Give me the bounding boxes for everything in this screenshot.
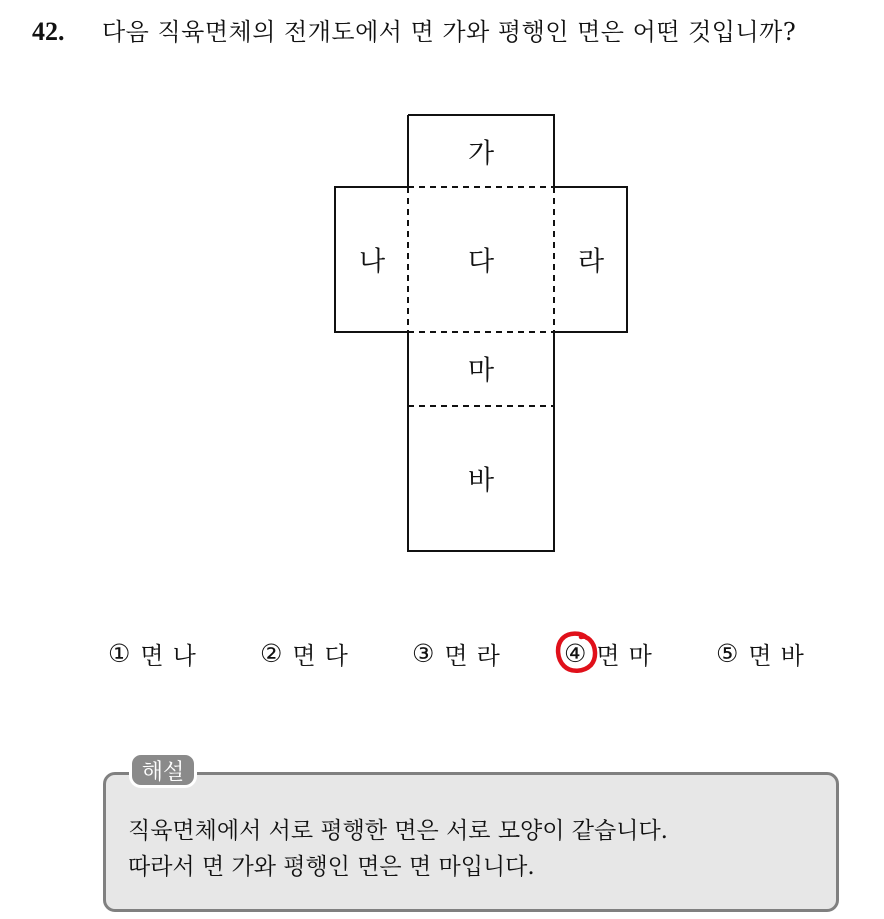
face-label-ma: 마: [467, 355, 495, 387]
choice-label: 면다: [292, 642, 357, 670]
choice-4[interactable]: [564, 636, 661, 671]
question: [32, 12, 796, 47]
face-label-ba: 바: [467, 465, 495, 497]
face-label-ra: 라: [577, 246, 605, 278]
question-number: 42.: [32, 17, 65, 46]
choice-1[interactable]: [108, 636, 205, 671]
face-label-ga: 가: [467, 138, 495, 170]
choice-label: 면마: [596, 642, 661, 670]
choice-2[interactable]: [260, 636, 357, 671]
choice-number: ①: [108, 639, 131, 668]
face-label-na: 나: [358, 246, 386, 278]
choice-number: ④: [564, 639, 587, 668]
choice-number: ⑤: [716, 639, 739, 668]
choice-3[interactable]: [412, 636, 509, 671]
choice-5[interactable]: [716, 636, 813, 671]
choice-label: 면나: [140, 642, 205, 670]
face-label-da: 다: [467, 246, 495, 278]
choice-label: 면라: [444, 642, 509, 670]
explanation-tab: 해설: [129, 752, 197, 788]
answer-choices: [0, 636, 884, 676]
choice-number: ②: [260, 639, 283, 668]
choice-label: 면바: [748, 642, 813, 670]
explanation-line-1: 직육면체에서 서로 평행한 면은 서로 모양이 같습니다.: [128, 818, 668, 844]
choice-number: ③: [412, 639, 435, 668]
explanation-line-2: 따라서 면 가와 평행인 면은 면 마입니다.: [128, 854, 535, 880]
question-text: 다음 직육면체의 전개도에서 면 가와 평행인 면은 어떤 것입니까?: [102, 18, 797, 46]
